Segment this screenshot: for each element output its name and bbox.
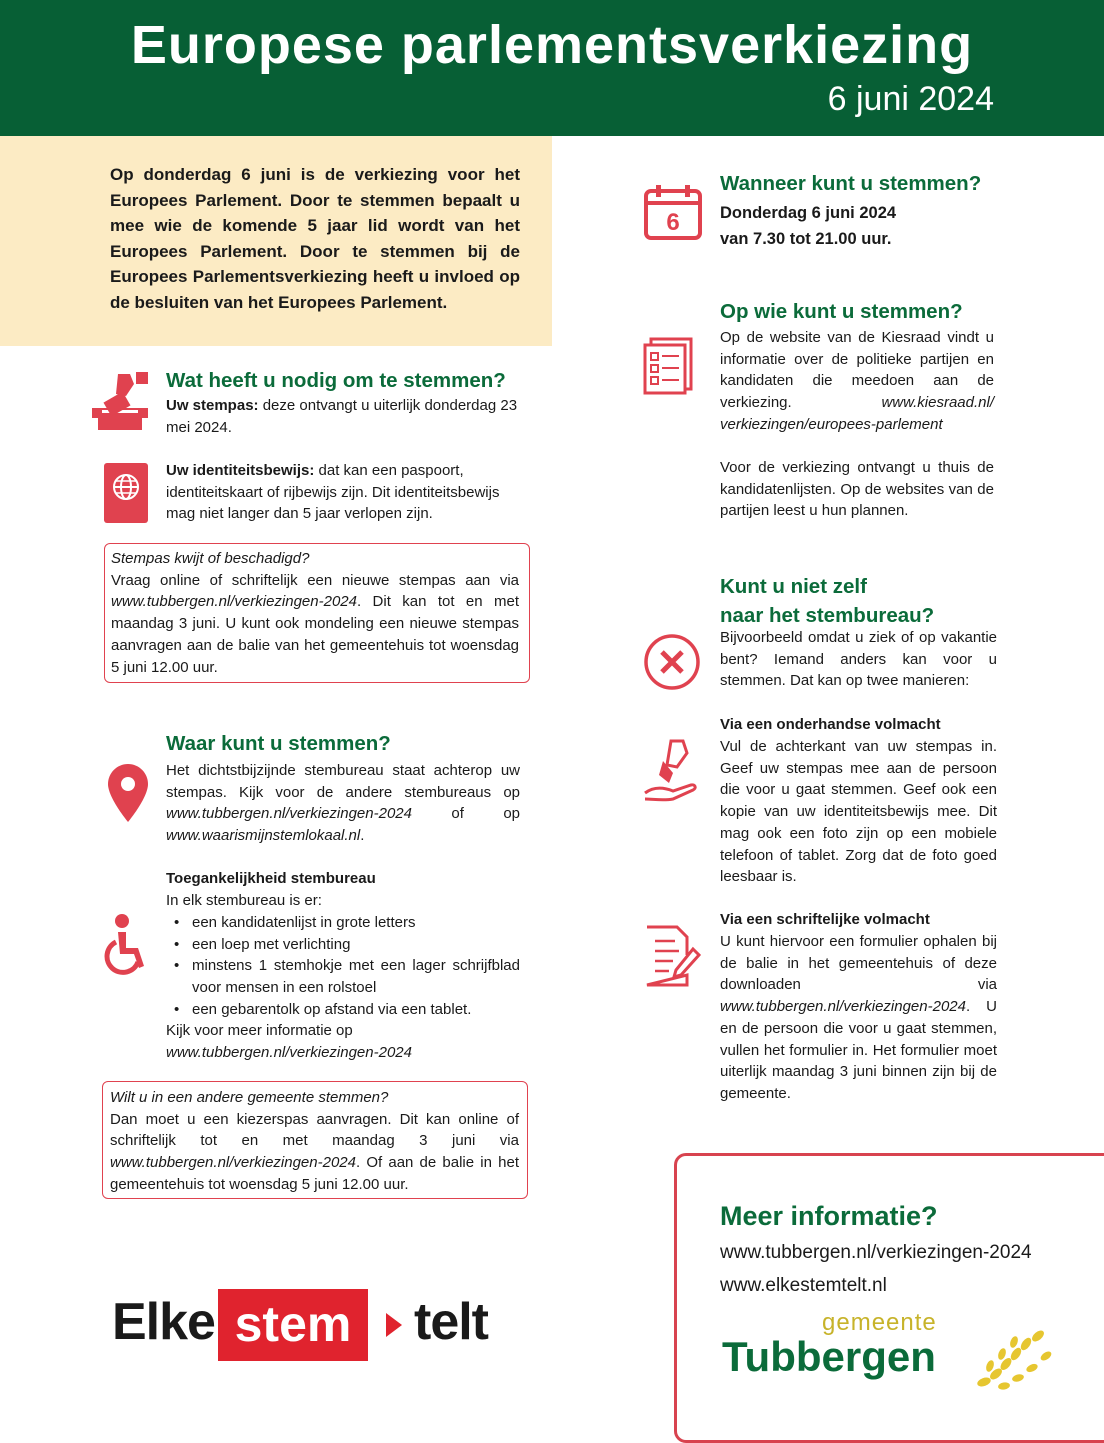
passport-icon	[104, 463, 148, 523]
stempas-paragraph	[166, 395, 520, 438]
access-item: • een loep met verlichting	[192, 934, 520, 956]
more-info-link-2[interactable]: www.elkestemtelt.nl	[720, 1275, 887, 1296]
when-line-2: van 7.30 tot 21.00 uur.	[720, 230, 892, 248]
lost-stempas-link[interactable]: www.tubbergen.nl/verkiezingen-2024	[111, 593, 357, 611]
other-municipality-link[interactable]: www.tubbergen.nl/verkiezingen-2024	[110, 1154, 356, 1172]
play-arrow-icon	[384, 1311, 404, 1339]
written-proxy-text	[720, 931, 997, 1105]
more-info-box	[674, 1153, 1104, 1443]
lost-stempas-text-1: Vraag online of schriftelijk een nieuwe stempas aan via	[111, 571, 519, 589]
stempas-text: deze ontvangt u uiterlijk donderdag 23 mei 2024.	[166, 397, 518, 436]
proxy-title	[720, 572, 934, 630]
other-municipality-text-1: Dan moet u een kiezerspas aanvragen. Dit kan online of schriftelijk tot en met maandag 3 juni via	[110, 1110, 519, 1150]
id-text: dat kan een paspoort, identiteitskaart of rijbewijs zijn. Dit identiteitsbewijs mag niet langer dan 5 jaar verlopen zijn.	[166, 462, 500, 523]
hand-ballot-icon	[643, 737, 701, 803]
lost-stempas-text	[111, 548, 519, 678]
calendar-icon	[643, 183, 703, 241]
who-text-2: Voor de verkiezing ontvangt u thuis de kandidatenlijsten. Op de websites van de partijen leest u hun plannen.	[720, 459, 994, 520]
intro-text: Op donderdag 6 juni is de verkiezing voor het Europees Parlement. Door te stemmen bepaalt u mee wie de komende 5 jaar lid wordt van het Europees Parlement. Door te stemmen bij de Europees Parlementsverkiezing heeft u invloed op de besluiten van het Europees Parlement.	[110, 165, 520, 312]
page-title: Europese parlementsverkiezing	[130, 15, 974, 75]
logo-stem: stem	[218, 1289, 368, 1361]
proxy-title-line-2: naar het stembureau?	[720, 604, 935, 627]
written-proxy-text-1: U kunt hiervoor een formulier ophalen bij de balie in het gemeentehuis of deze downloaden via	[720, 933, 997, 994]
form-pencil-icon	[643, 925, 701, 989]
election-date: 6 juni 2024	[827, 80, 994, 118]
candidate-list-icon	[643, 337, 693, 395]
id-label: Uw identiteitsbewijs:	[166, 462, 315, 479]
access-title: Toegankelijkheid stembureau	[166, 870, 376, 887]
written-proxy-link[interactable]: www.tubbergen.nl/verkiezingen-2024	[720, 998, 966, 1016]
logo-telt: telt	[414, 1293, 488, 1351]
other-municipality-title: Wilt u in een andere gemeente stemmen?	[110, 1089, 389, 1106]
written-proxy-text-2: . U en de persoon die voor u gaat stemmen, vullen het formulier in. Het formulier moet uiterlijk maandag 3 juni binnen zijn bij de gemeente.	[720, 998, 997, 1102]
lost-stempas-title: Stempas kwijt of beschadigd?	[111, 550, 310, 567]
wheelchair-icon	[104, 912, 150, 978]
location-pin-icon	[108, 764, 148, 822]
where-text-1: Het dichtstbijzijnde stembureau staat achterop uw stempas. Kijk voor de andere stembureaus op	[166, 762, 520, 801]
proxy-title-line-1: Kunt u niet zelf	[720, 575, 867, 598]
where-title: Waar kunt u stemmen?	[166, 732, 391, 755]
access-item: • minstens 1 stemhokje met een lager schrijfblad voor mensen in een rolstoel	[192, 955, 520, 998]
written-proxy-title: Via een schriftelijke volmacht	[720, 911, 930, 928]
wheat-icon	[964, 1324, 1064, 1394]
where-text-2: of op	[411, 805, 520, 823]
when-line-1: Donderdag 6 juni 2024	[720, 204, 897, 222]
stempas-label: Uw stempas:	[166, 397, 259, 414]
when-title: Wanneer kunt u stemmen?	[720, 172, 982, 195]
who-text	[720, 327, 994, 436]
oral-proxy-title: Via een onderhandse volmacht	[720, 716, 941, 733]
other-municipality-text	[110, 1087, 519, 1196]
where-text	[166, 760, 520, 847]
other-municipality-text-2: . Of aan de balie in het gemeentehuis tot woensdag 5 juni 12.00 uur.	[110, 1154, 519, 1193]
oral-proxy-text: Vul de achterkant van uw stempas in. Geef uw stempas mee aan de persoon die voor u gaat stemmen. Geef ook een kopie van uw identiteitsbewijs mee. Dit mag ook een foto zijn op een mobiele telefoon of tablet. Zorg dat de foto goed leesbaar is.	[720, 738, 997, 886]
who-title: Op wie kunt u stemmen?	[720, 300, 963, 323]
where-link-2[interactable]: www.waarismijnstemlokaal.nl	[166, 827, 361, 845]
access-item: • een kandidatenlijst in grote letters	[192, 912, 520, 934]
where-link-1[interactable]: www.tubbergen.nl/verkiezingen-2024	[166, 805, 412, 823]
access-link[interactable]: www.tubbergen.nl/verkiezingen-2024	[166, 1044, 412, 1061]
calendar-day: 6	[666, 209, 680, 236]
municipality-name: Tubbergen	[722, 1333, 936, 1380]
more-info-link-1[interactable]: www.tubbergen.nl/verkiezingen-2024	[720, 1242, 1032, 1263]
proxy-text: Bijvoorbeeld omdat u ziek of op vakantie bent? Iemand anders kan voor u stemmen. Dat kan op twee manieren:	[720, 629, 997, 690]
access-list	[166, 912, 520, 1021]
lost-stempas-text-2: . Dit kan tot en met maandag 3 juni. U kunt ook mondeling een nieuwe stempas aanvragen aan de balie van het gemeentehuis tot woensdag 5 juni 12.00 uur.	[111, 593, 519, 676]
access-intro: In elk stembureau is er:	[166, 892, 322, 909]
access-more: Kijk voor meer informatie op	[166, 1022, 353, 1039]
where-text-3: .	[360, 827, 365, 845]
need-title: Wat heeft u nodig om te stemmen?	[166, 369, 506, 392]
cross-circle-icon	[643, 633, 701, 691]
who-text-1: Op de website van de Kiesraad vindt u informatie over de politieke partijen en kandidaten die meedoen aan de verkiezing.	[720, 329, 994, 412]
more-info-title: Meer informatie?	[720, 1201, 938, 1231]
ballot-box-icon	[90, 370, 150, 432]
id-paragraph	[166, 460, 520, 525]
access-item: • een gebarentolk op afstand via een tablet.	[192, 999, 520, 1021]
kiesraad-link[interactable]: www.kiesraad.nl/ verkiezingen/europees-parlement	[720, 394, 994, 433]
when-text	[720, 200, 896, 252]
logo-elke: Elke	[112, 1293, 215, 1351]
municipality-label: gemeente	[822, 1309, 937, 1336]
